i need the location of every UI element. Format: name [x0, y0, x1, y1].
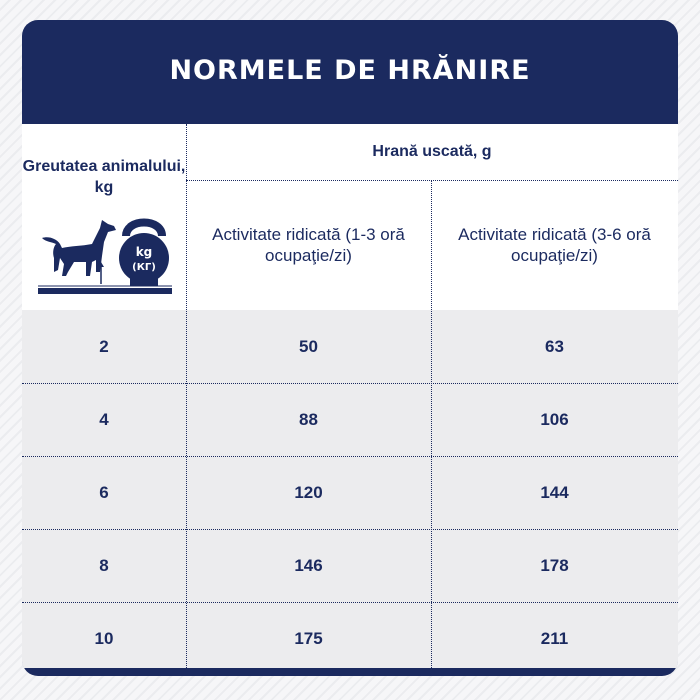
row-divider [22, 529, 678, 530]
amount-cell-low: 146 [294, 555, 323, 575]
kettlebell-label-kg-cyrillic: (КГ) [132, 262, 156, 273]
feeding-table [22, 124, 678, 668]
kettlebell-label-kg: kg [135, 245, 153, 259]
row-divider [186, 180, 678, 181]
row-divider [22, 602, 678, 603]
amount-cell-high: 144 [540, 482, 569, 502]
amount-cell-high: 178 [540, 555, 569, 575]
header-banner [22, 20, 678, 124]
table-row [22, 456, 678, 529]
weight-cell: 8 [99, 555, 109, 575]
table-row [22, 383, 678, 456]
table-row [22, 529, 678, 602]
column-header-1: Activitate ridicată (1-3 oră ocupaţie/zi) [212, 225, 405, 265]
amount-cell-high: 63 [545, 336, 564, 356]
amount-cell-low: 88 [299, 409, 318, 429]
column-header-2: Activitate ridicată (3-6 oră ocupaţie/zi) [458, 225, 651, 265]
column-divider [431, 180, 432, 668]
page-title: NORMELE DE HRĂNIRE [169, 54, 531, 86]
weight-header-cell [22, 124, 186, 310]
amount-cell-high: 106 [540, 409, 569, 429]
dry-food-header: Hrană uscată, g [372, 143, 492, 160]
table-row [22, 602, 678, 675]
table-body [22, 310, 678, 668]
row-divider [22, 456, 678, 457]
weight-cell: 10 [94, 628, 114, 648]
dog-kettlebell-icon [38, 216, 172, 300]
weight-cell: 2 [99, 336, 109, 356]
weight-cell: 6 [99, 482, 109, 502]
table-row [22, 310, 678, 383]
amount-cell-low: 50 [299, 336, 318, 356]
column-divider [186, 124, 187, 668]
row-divider [22, 383, 678, 384]
amount-cell-high: 211 [540, 628, 569, 648]
feeding-card [22, 20, 678, 676]
amount-cell-low: 120 [294, 482, 323, 502]
amount-cell-low: 175 [294, 628, 323, 648]
weight-header: Greutatea animalului, kg [22, 158, 186, 196]
weight-cell: 4 [99, 409, 109, 429]
